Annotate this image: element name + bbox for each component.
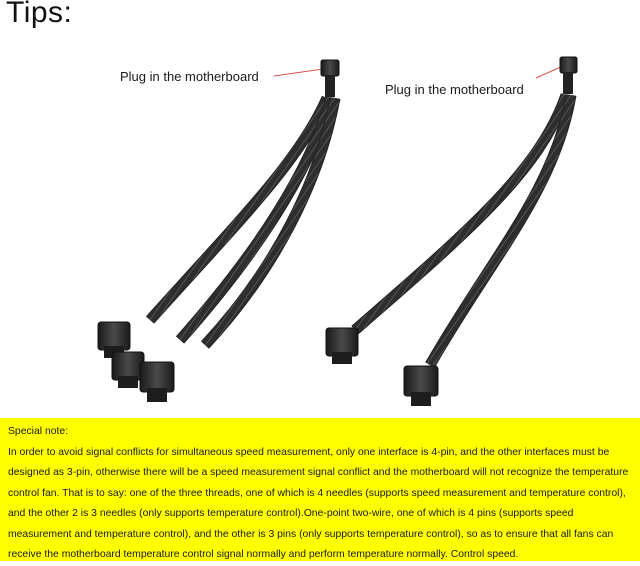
left-fan-connector-2 (112, 352, 144, 388)
left-motherboard-connector (321, 60, 339, 76)
left-splitter-cable (98, 60, 339, 402)
right-splitter-cable (326, 57, 577, 406)
right-motherboard-label: Plug in the motherboard (385, 82, 524, 97)
left-motherboard-label: Plug in the motherboard (120, 69, 259, 84)
special-note-body: In order to avoid signal conflicts for simultaneous speed measurement, only one interface is 4-pin, and the other interfaces must be designed as 3-pin, otherwise there will be a speed measurement signal conflict and the motherboard will not recognize the temperature control fan. That is to say: one of the three threads, one of which is 4 needles (supports speed measurement and temperature control), and the other 2 is 3 needles (only supports temperature control).One-point two-wire, one of which is 4 pins (supports speed measurement and temperature control), and the other is 3 pins (only supports temperature control), so as to ensure that all fans can receive the motherboard temperature control signal normally and perform temperature normally. Control speed. (8, 446, 629, 560)
tips-title: Tips: (6, 0, 73, 29)
left-connector-boot (325, 75, 335, 97)
special-note-heading: Special note: (8, 426, 69, 437)
right-fan-connector-1 (326, 328, 358, 364)
right-connector-boot (563, 72, 573, 94)
special-note-box (0, 418, 640, 561)
left-fan-connector-3 (140, 362, 174, 402)
right-fan-connector-2 (404, 366, 438, 406)
right-motherboard-connector (560, 57, 577, 73)
left-pointer-line (274, 69, 323, 76)
right-pointer-line (536, 66, 563, 78)
